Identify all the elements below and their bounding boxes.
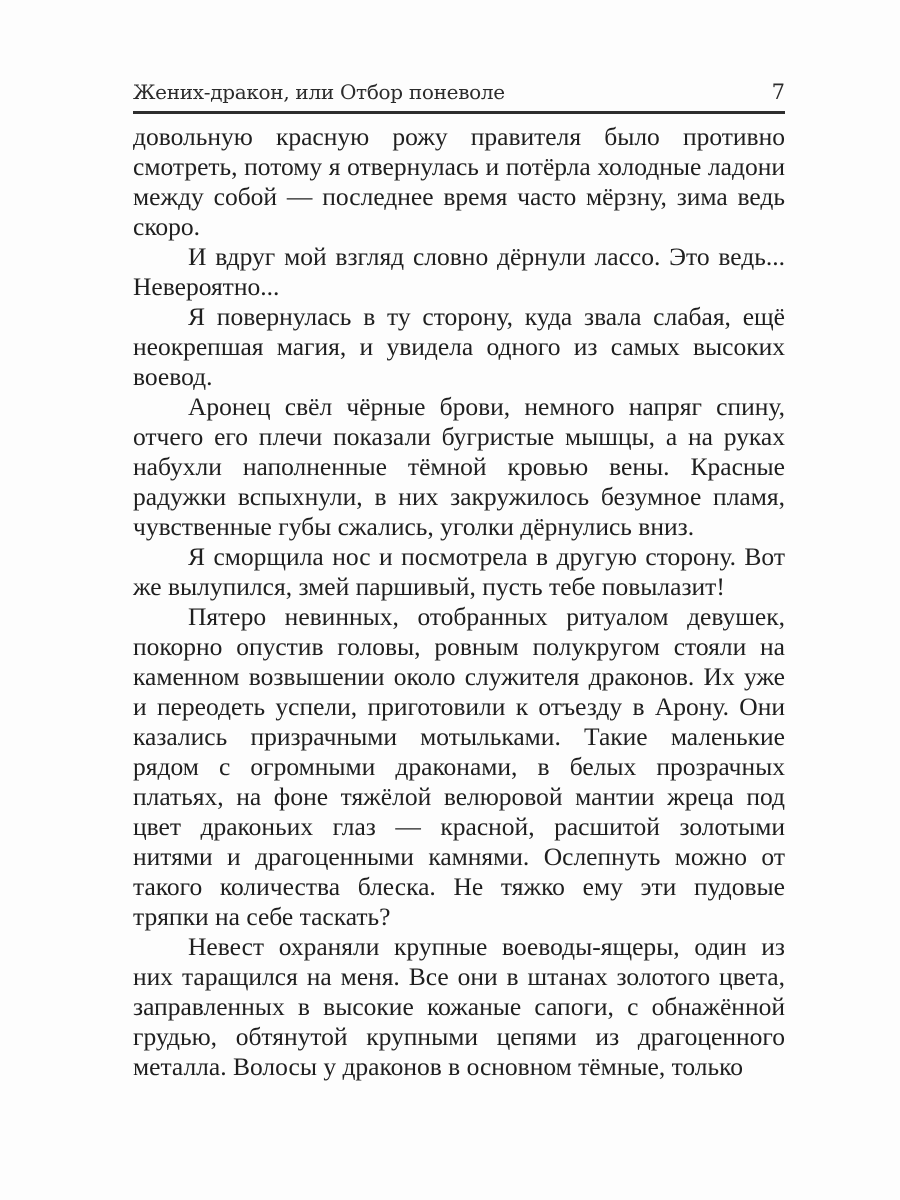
- running-title: Жених-дракон, или Отбор поневоле: [133, 80, 505, 104]
- paragraph: довольную красную рожу правителя было противно смотреть, потому я отвернулась и потёрла холодные ладони между собой — последнее время часто мёрзну, зима ведь скоро.: [133, 122, 785, 241]
- paragraph: Пятеро невинных, отобранных ритуалом девушек, покорно опустив головы, ровным полукругом стояли на каменном возвышении около служителя драконов. Их уже и переодеть успели, приготовили к отъезду в Арону. Они казались призрачными мотыльками. Такие маленькие рядом с огромными драконами, в белых прозрачных платьях, на фоне тяжёлой велюровой мантии жреца под цвет драконьих глаз — красной, расшитой золотыми нитями и драгоценными камнями. Ослепнуть можно от такого количества блеска. Не тяжко ему эти пудовые тряпки на себе таскать?: [133, 602, 785, 931]
- paragraph: Я повернулась в ту сторону, куда звала слабая, ещё неокрепшая магия, и увидела одного из самых высоких воевод.: [133, 302, 785, 391]
- paragraph: Аронец свёл чёрные брови, немного напряг спину, отчего его плечи показали бугристые мышцы, а на руках набухли наполненные тёмной кровью вены. Красные радужки вспыхнули, в них закружилось безумное пламя, чувственные губы сжались, уголки дёрнулись вниз.: [133, 392, 785, 541]
- page-text: [133, 122, 785, 1082]
- paragraph: Невест охраняли крупные воеводы-ящеры, один из них таращился на меня. Все они в штанах золотого цвета, заправленных в высокие кожаные сапоги, с обнажённой грудью, обтянутой крупными цепями из драгоценного металла. Волосы у драконов в основном тёмные, только: [133, 932, 785, 1081]
- paragraph: И вдруг мой взгляд словно дёрнули лассо. Это ведь... Невероятно...: [133, 242, 785, 301]
- page-header: [133, 80, 785, 114]
- paragraph: Я сморщила нос и посмотрела в другую сторону. Вот же вылупился, змей паршивый, пусть тебе повылазит!: [133, 542, 785, 601]
- page-number: 7: [771, 80, 785, 104]
